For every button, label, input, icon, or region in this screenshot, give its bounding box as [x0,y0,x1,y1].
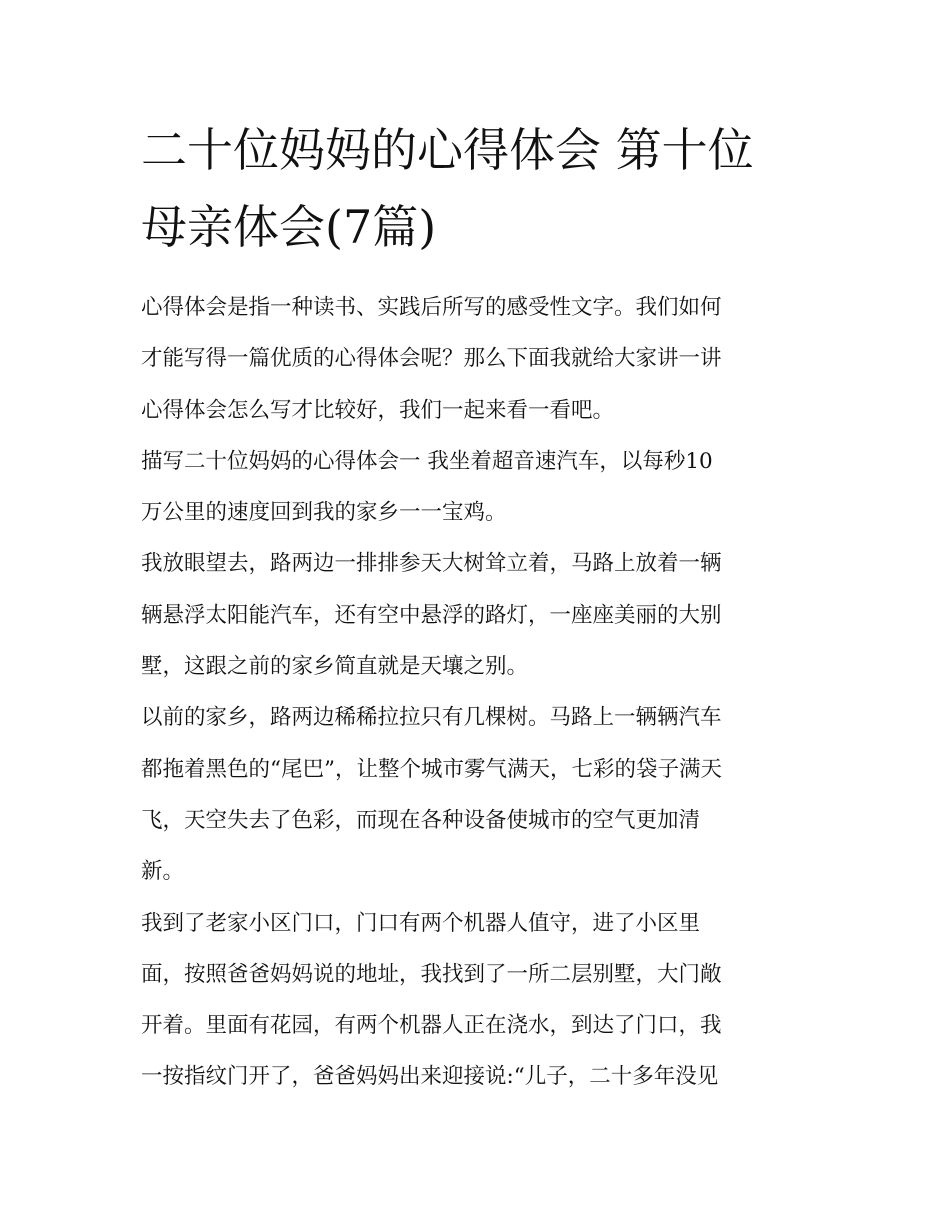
paragraph [141,898,813,1103]
text-line: 我到了老家小区门口，门口有两个机器人值守，进了小区里 [141,910,701,936]
text-line: 心得体会是指一种读书、实践后所写的感受性文字。我们如何 [141,295,722,320]
text-line: 辆悬浮太阳能汽车，还有空中悬浮的路灯，一座座美丽的大别 [141,602,722,628]
text-line: 描写二十位妈妈的心得体会一 我坐着超音速汽车，以每秒10 [141,448,713,474]
paragraph [141,538,813,692]
title-line: 母亲体会(7篇) [141,200,437,254]
text-line: 开着。里面有花园，有两个机器人正在浇水，到达了门口，我 [141,1013,722,1039]
title-line: 二十位妈妈的心得体会 第十位 [141,123,754,177]
document-title [141,112,813,266]
text-line: 飞，天空失去了色彩，而现在各种设备使城市的空气更加清 [141,807,701,833]
document-content [141,112,813,1103]
paragraph [141,692,813,897]
text-line: 以前的家乡，路两边稀稀拉拉只有几棵树。马路上一辆辆汽车 [141,705,722,731]
text-line: 心得体会怎么写才比较好，我们一起来看一看吧。 [141,397,615,423]
text-line: 才能写得一篇优质的心得体会呢？那么下面我就给大家讲一讲 [141,346,722,372]
paragraph [141,436,813,539]
text-line: 一按指纹门开了，爸爸妈妈出来迎接说:“儿子，二十多年没见 [141,1064,719,1090]
text-line: 面，按照爸爸妈妈说的地址，我找到了一所二层别墅，大门敞 [141,961,722,987]
paragraph-intro [141,282,813,436]
text-line: 墅，这跟之前的家乡简直就是天壤之别。 [141,654,529,680]
text-line: 我放眼望去，路两边一排排参天大树耸立着，马路上放着一辆 [141,551,722,577]
text-line: 新。 [141,859,185,885]
text-line: 都拖着黑色的“尾巴”，让整个城市雾气满天，七彩的袋子满天 [141,756,722,782]
document-body [141,282,813,1103]
text-line: 万公里的速度回到我的家乡一一宝鸡。 [141,500,507,526]
